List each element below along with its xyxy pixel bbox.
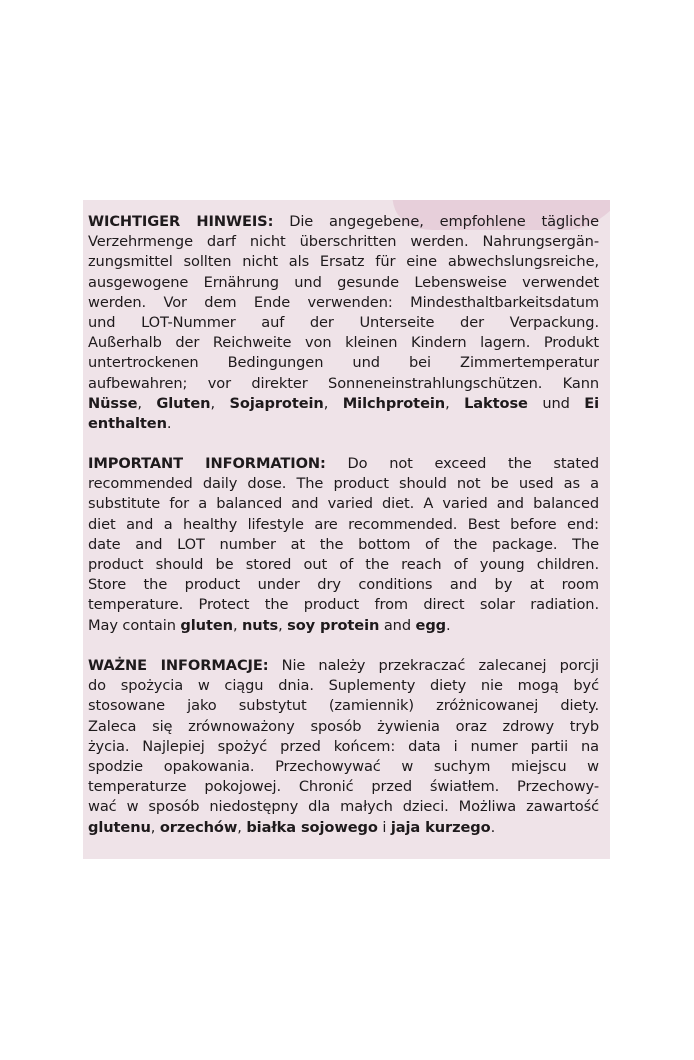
label-panel [83,200,610,859]
english-line-1 [88,454,599,474]
english-line-7: Store the product under dry conditions and by at room [88,576,599,594]
allergen: jaja kurzego [390,818,491,836]
conjunction: and [379,616,416,634]
english-line-5: date and LOT number at the bottom of the package. The [88,535,599,553]
german-line-1 [88,212,599,232]
german-line-6: und LOT-Nummer auf der Unterseite der Verpackung. [88,314,599,332]
english-notice [88,454,599,636]
german-notice [88,212,599,434]
separator: , [150,818,160,836]
period: . [490,818,496,836]
german-line-2: Verzehrmenge darf nicht überschritten werden. Nahrungsergän- [88,233,599,251]
allergen: orzechów [159,818,238,836]
allergen: gluten [180,616,233,634]
period: . [166,415,172,433]
allergen: Milchprotein [342,394,446,412]
allergen: enthalten [88,415,167,433]
english-line-9 [88,616,599,636]
polish-line-9 [88,818,599,838]
german-line-7: Außerhalb der Reichweite von kleinen Kindern lagern. Produkt [88,334,599,352]
separator: , [237,818,247,836]
allergen: Laktose [464,394,528,412]
polish-line-4: Zaleca się zrównoważony sposób żywienia oraz zdrowy tryb [88,717,599,735]
german-line-10 [88,394,599,414]
separator: , [232,616,243,634]
allergen: Gluten [156,394,211,412]
polish-line-8: wać w sposób niedostępny dla małych dzieci. Możliwa zawartość [88,798,599,816]
english-line-8: temperature. Protect the product from direct solar radiation. [88,596,599,614]
polish-heading: WAŻNE INFORMACJE: [88,657,269,674]
allergen: soy protein [287,616,380,634]
german-line-11 [88,414,599,434]
polish-line-2: do spożycia w ciągu dnia. Suplementy diety nie mogą być [88,677,599,695]
allergen: Sojaprotein [229,394,324,412]
english-line-6: product should be stored out of the reach of young children. [88,556,599,574]
conjunction: i [377,818,391,836]
polish-line-1 [88,656,599,676]
polish-line-6: spodzie opakowania. Przechowywać w suchym miejscu w [88,758,599,776]
polish-line-5: życia. Najlepiej spożyć przed końcem: data i numer partii na [88,737,599,755]
english-line-3: substitute for a balanced and varied diet. A varied and balanced [88,495,599,513]
german-heading: WICHTIGER HINWEIS: [88,213,274,230]
separator: , [445,394,465,412]
english-heading: IMPORTANT INFORMATION: [88,455,326,472]
separator: , [137,394,157,412]
allergen: Ei [584,394,599,412]
german-line-5: werden. Vor dem Ende verwenden: Mindesthaltbarkeitsdatum [88,293,599,311]
polish-line-3: stosowane jako substytut (zamiennik) zróżnicowanej diety. [88,697,599,715]
separator: , [210,394,230,412]
english-text-9: May contain [88,616,181,634]
polish-line-7: temperaturze pokojowej. Chronić przed światłem. Przechowy- [88,778,599,796]
german-text-1: Die angegebene, empfohlene tägliche [273,213,599,230]
allergen: nuts [242,616,279,634]
german-line-9: aufbewahren; vor direkter Sonneneinstrahlungschützen. Kann [88,374,599,392]
allergen: glutenu [88,818,151,836]
allergen: Nüsse [88,394,138,412]
allergen: egg [415,616,447,634]
polish-notice [88,656,599,838]
german-line-3: zungsmittel sollten nicht als Ersatz für eine abwechslungsreiche, [88,253,599,271]
period: . [446,616,451,634]
conjunction: und [527,394,585,412]
polish-text-1: Nie należy przekraczać zalecanej porcji [268,657,599,674]
separator: , [278,616,288,634]
separator: , [323,394,343,412]
english-text-1: Do not exceed the stated [325,455,599,472]
english-line-4: diet and a healthy lifestyle are recommended. Best before end: [88,515,599,533]
german-line-4: ausgewogene Ernährung und gesunde Lebensweise verwendet [88,273,599,291]
english-line-2: recommended daily dose. The product should not be used as a [88,475,599,493]
german-line-8: untertrockenen Bedingungen und bei Zimmertemperatur [88,354,599,372]
allergen: białka sojowego [246,818,378,836]
